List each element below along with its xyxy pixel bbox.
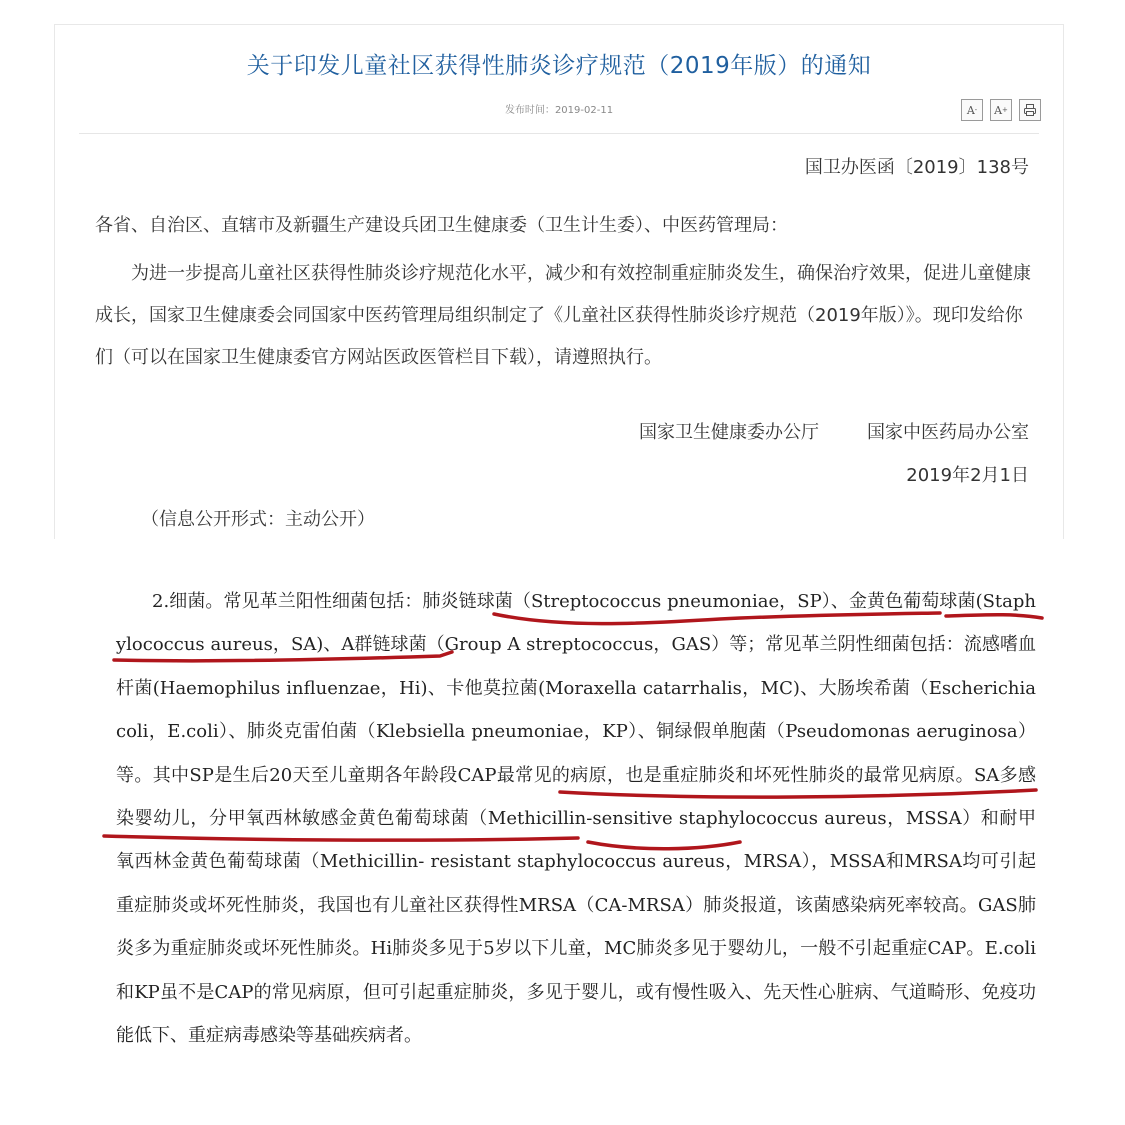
publish-label: 发布时间： [504,105,555,116]
addressee: 各省、自治区、直辖市及新疆生产建设兵团卫生健康委（卫生计生委）、中医药管理局： [95,215,788,236]
font-increase-sup: + [1002,106,1008,114]
notice-panel [54,24,1064,539]
bacteria-excerpt: 2.细菌。常见革兰阳性细菌包括：肺炎链球菌（Streptococcus pneumoniae，SP）、金黄色葡萄球菌(Staphylococcus aureus，SA)、A群链球菌（Group A streptococcus，GAS）等；常见革兰阴性细菌包括：流感嗜血杆菌(Haemophilus influenzae，Hi)、卡他莫拉菌(Moraxella catarrhalis，MC)、大肠埃希菌（Escherichia coli，E.coli）、肺炎克雷伯菌（Klebsiella pneumoniae，KP）、铜绿假单胞菌（Pseudomonas aeruginosa）等。其中SP是生后20天至儿童期各年龄段CAP最常见的病原，也是重症肺炎和坏死性肺炎的最常见病原。SA多感染婴幼儿，分甲氧西林敏感金黄色葡萄球菌（Methicillin-sensitive staphylococcus aureus，MSSA）和耐甲氧西林金黄色葡萄球菌（Methicillin- resistant staphylococcus aureus，MRSA），MSSA和MRSA均可引起重症肺炎或坏死性肺炎，我国也有儿童社区获得性MRSA（CA-MRSA）肺炎报道，该菌感染病死率较高。GAS肺炎多为重症肺炎或坏死性肺炎。Hi肺炎多见于5岁以下儿童，MC肺炎多见于婴幼儿，一般不引起重症CAP。E.coli和KP虽不是CAP的常见病原，但可引起重症肺炎，多见于婴儿，或有慢性吸入、先天性心脏病、气道畸形、免疫功能低下、重症病毒感染等基础疾病者。 [116,591,1036,1047]
text-tools [961,99,1041,121]
font-decrease-label: A [966,103,975,117]
font-decrease-sup: - [974,106,978,114]
signer-tcm: 国家中医药局办公室 [867,422,1029,443]
font-increase-label: A [994,103,1003,117]
meta-row [55,99,1063,123]
signer-nhc: 国家卫生健康委办公厅 [639,422,819,443]
font-increase-button[interactable] [990,99,1012,121]
disclosure-form: （信息公开形式：主动公开） [141,509,375,530]
font-decrease-button[interactable] [961,99,983,121]
print-button[interactable] [1019,99,1041,121]
sign-date: 2019年2月1日 [906,465,1029,486]
signers [639,418,1029,444]
publish-time [55,101,1063,116]
notice-title: 关于印发儿童社区获得性肺炎诊疗规范（2019年版）的通知 [246,53,872,79]
notice-body: 为进一步提高儿童社区获得性肺炎诊疗规范化水平，减少和有效控制重症肺炎发生，确保治疗效果，促进儿童健康成长，国家卫生健康委会同国家中医药管理局组织制定了《儿童社区获得性肺炎诊疗规范（2019年版）》。现印发给你们（可以在国家卫生健康委官方网站医政医管栏目下载），请遵照执行。 [95,263,1031,368]
publish-date: 2019-02-11 [554,105,614,116]
document-number: 国卫办医函〔2019〕138号 [804,157,1029,178]
printer-icon [1023,103,1037,117]
title-divider [79,133,1039,134]
